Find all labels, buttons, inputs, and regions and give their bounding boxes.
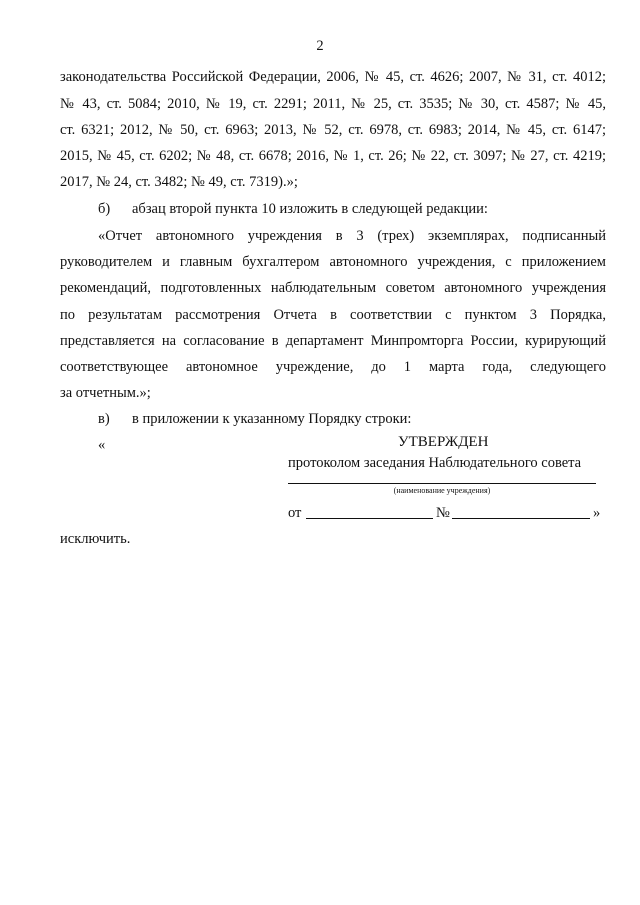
paragraph-line: законодательства Российской Федерации, 2006, № 45, ст. 4626; 2007, № 31, ст. 4012; — [60, 69, 606, 85]
paragraph-line: 2015, № 45, ст. 6202; № 48, ст. 6678; 2016, № 1, ст. 26; № 22, ст. 3097; № 27, ст. 4219; — [60, 148, 606, 164]
quote-line: рекомендаций, подготовленных наблюдательным советом автономного учреждения — [60, 280, 606, 296]
quote-line: за отчетным.»; — [60, 385, 151, 401]
paragraph-line: ст. 6321; 2012, № 50, ст. 6963; 2013, № 52, ст. 6978, ст. 6983; 2014, № 45, ст. 6147; — [60, 122, 606, 138]
number-blank-line — [452, 518, 590, 519]
from-label: от — [288, 505, 302, 521]
number-label: № — [436, 505, 450, 521]
quote-line: по результатам рассмотрения Отчета в соответствии с пунктом 3 Порядка, — [60, 307, 606, 323]
institution-caption: (наименование учреждения) — [393, 486, 491, 495]
paragraph-line: 2017, № 24, ст. 3482; № 49, ст. 7319).»; — [60, 174, 298, 190]
institution-blank-line — [288, 483, 596, 484]
quote-line: «Отчет автономного учреждения в 3 (трех) экземплярах, подписанный — [98, 228, 606, 244]
item-v-text: в приложении к указанному Порядку строки: — [132, 411, 412, 427]
form-close-quote: » — [593, 505, 601, 521]
page-number: 2 — [316, 38, 324, 54]
form-open-quote: « — [98, 437, 106, 453]
approved-heading: УТВЕРЖДЕН — [398, 434, 489, 450]
item-b-label: б) — [98, 201, 111, 217]
item-b-text: абзац второй пункта 10 изложить в следующей редакции: — [132, 201, 488, 217]
closing-text: исключить. — [60, 531, 131, 547]
item-v-label: в) — [98, 411, 110, 427]
protocol-line: протоколом заседания Наблюдательного совета — [288, 455, 582, 471]
quote-line: представляется на согласование в департамент Минпромторга России, курирующий — [60, 333, 606, 349]
quote-line: руководителем и главным бухгалтером автономного учреждения, с приложением — [60, 254, 606, 270]
paragraph-line: № 43, ст. 5084; 2010, № 19, ст. 2291; 2011, № 25, ст. 3535; № 30, ст. 4587; № 45, — [60, 96, 606, 112]
quote-line: соответствующее автономное учреждение, до 1 марта года, следующего — [60, 359, 606, 375]
date-blank-line — [306, 518, 433, 519]
